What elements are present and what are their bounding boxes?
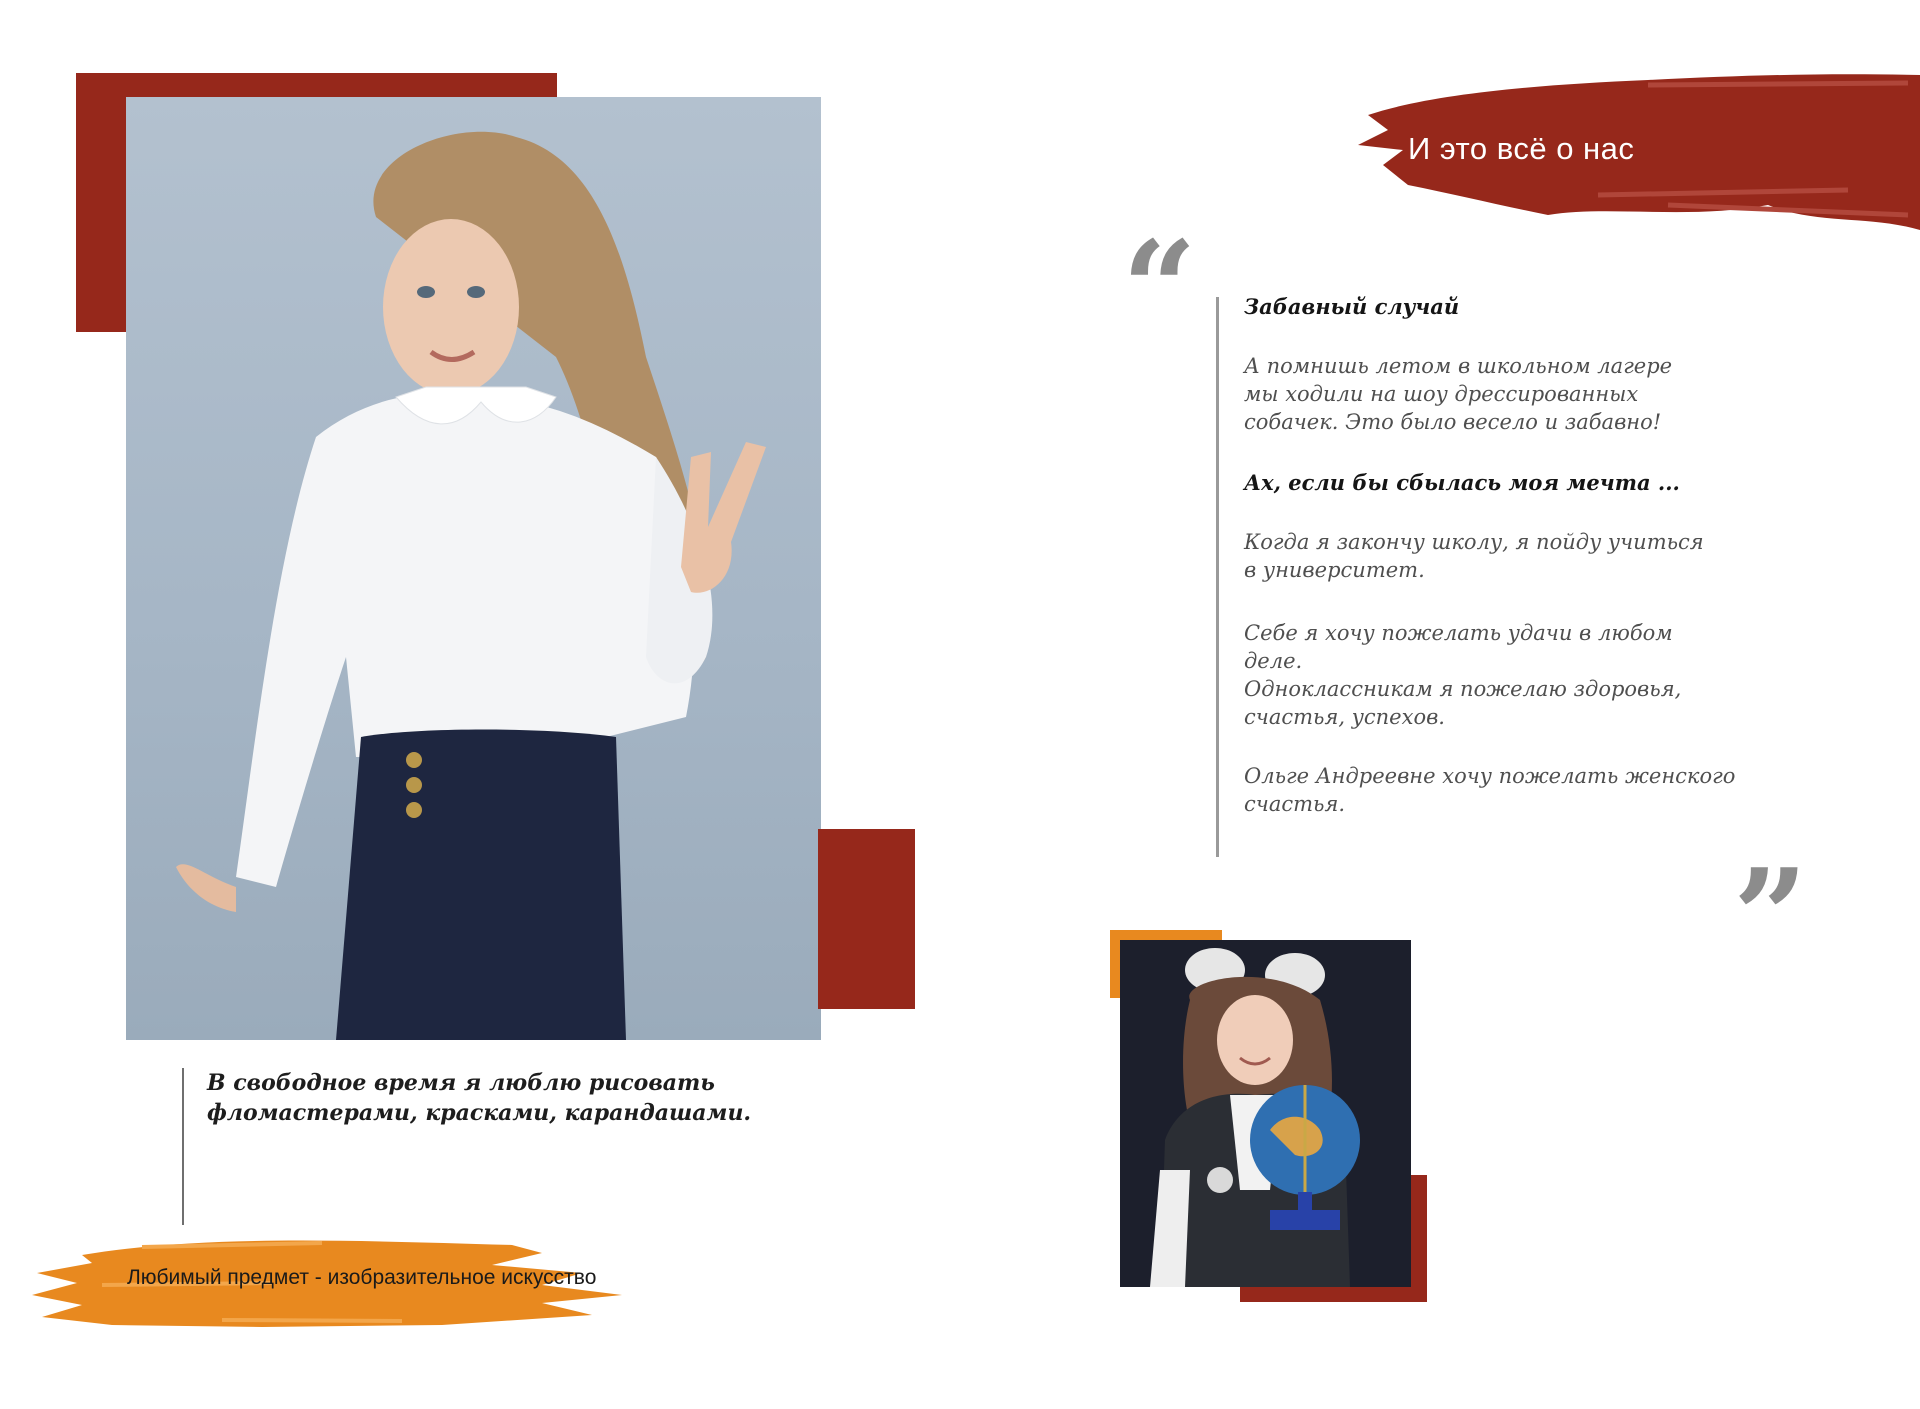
funny-case-text: А помнишь летом в школьном лагере мы ходили на шоу дрессированных собачек. Это было весело и забавно! (1244, 354, 1673, 434)
decor-red-block-mid (818, 829, 915, 1009)
teacher-wish-text: Ольге Андреевне хочу пожелать женского счастья. (1244, 764, 1736, 816)
dream-text: Когда я закончу школу, я пойду учиться в университет. (1244, 530, 1704, 582)
close-quote-icon: ” (1733, 840, 1808, 993)
student-childhood-photo (1120, 940, 1411, 1287)
quote-divider-line (1216, 297, 1219, 857)
page-title: И это всё о нас (1408, 131, 1635, 166)
wishes-text: Себе я хочу пожелать удачи в любом деле. Одноклассникам я пожелаю здоровья, счастья, успехов. (1244, 621, 1682, 729)
dream-heading: Ах, если бы сбылась моя мечта ... (1244, 470, 1680, 495)
student-portrait-photo (126, 97, 821, 1040)
hobby-divider-line (182, 1068, 184, 1225)
open-quote-icon: “ (1122, 212, 1197, 365)
favorite-subject-label: Любимый предмет - изобразительное искусство (127, 1266, 597, 1289)
hobby-text: В свободное время я люблю рисовать фломастерами, красками, карандашами. (207, 1070, 752, 1126)
funny-case-heading: Забавный случай (1244, 294, 1460, 319)
